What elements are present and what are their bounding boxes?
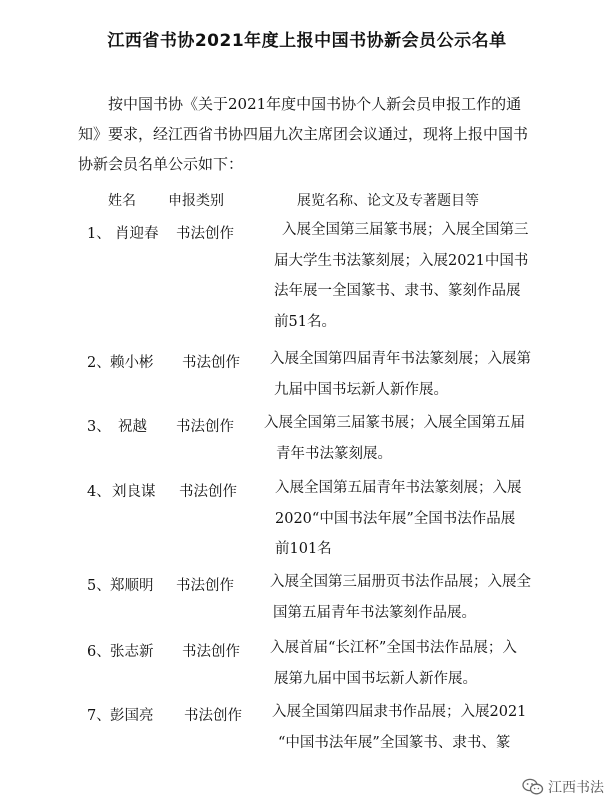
entry-works bbox=[272, 697, 526, 758]
entry-index: 7、 bbox=[87, 708, 111, 724]
entry-works-line: 入展全国第四届隶书作品展；入展2021 bbox=[272, 704, 527, 720]
entry-works-line: “中国书法年展”全国篆书、隶书、篆 bbox=[278, 734, 511, 751]
page-title: 江西省书协2021年度上报中国书协新会员公示名单 bbox=[107, 31, 507, 51]
entry-index: 4、 bbox=[87, 484, 111, 500]
watermark-text: 江西书法 bbox=[548, 780, 604, 796]
entry-name: 肖迎春 bbox=[115, 226, 159, 242]
entry-index: 1、 bbox=[87, 226, 111, 242]
entry-index: 3、 bbox=[87, 419, 111, 435]
entry-category: 书法创作 bbox=[176, 578, 234, 594]
entry-category: 书法创作 bbox=[176, 226, 234, 242]
intro-paragraph: 按中国书协《关于2021年度中国书协个人新会员申报工作的通知》要求，经江西省书协四届九次主席团会议通过，现将上报中国书协新会员名单公示如下： bbox=[78, 95, 529, 173]
entry-works bbox=[264, 408, 525, 469]
table-header bbox=[0, 190, 614, 212]
entry-works bbox=[274, 215, 529, 337]
entry-index: 6、 bbox=[87, 644, 111, 660]
entry-works-line: 2020“中国书法年展”全国书法作品展 bbox=[275, 510, 516, 527]
entry-works-line: 前101名 bbox=[275, 541, 332, 557]
entry-works-line: 入展首届“长江杯”全国书法作品展；入 bbox=[270, 640, 517, 656]
entry-name: 彭国亮 bbox=[110, 708, 154, 724]
entry-works bbox=[270, 473, 522, 565]
entry-works bbox=[270, 567, 531, 628]
entry-works-line: 届大学生书法篆刻展；入展2021中国书 bbox=[274, 252, 529, 269]
entry-works-line: 青年书法篆刻展。 bbox=[276, 445, 392, 462]
wechat-watermark bbox=[522, 777, 604, 797]
header-name: 姓名 bbox=[108, 193, 136, 209]
entry-category: 书法创作 bbox=[179, 484, 237, 500]
header-category: 申报类别 bbox=[168, 193, 224, 209]
entry-works-line: 入展全国第三届册页书法作品展；入展全 bbox=[270, 574, 531, 590]
entry-name: 刘良谋 bbox=[112, 484, 156, 500]
entry-works-line: 法年展一全国篆书、隶书、篆刻作品展 bbox=[274, 283, 521, 299]
entry-works bbox=[270, 633, 517, 694]
entry-category: 书法创作 bbox=[182, 644, 240, 660]
entry-index: 2、 bbox=[87, 355, 111, 371]
header-works: 展览名称、论文及专著题目等 bbox=[297, 193, 479, 209]
entry-works-line: 国第五届青年书法篆刻作品展。 bbox=[273, 604, 476, 621]
entry-works bbox=[270, 344, 531, 405]
entry-index: 5、 bbox=[87, 578, 111, 594]
entry-works-line: 入展全国第三届篆书展；入展全国第五届 bbox=[264, 415, 525, 431]
entry-works-line: 前51名。 bbox=[274, 313, 336, 330]
entry-name: 郑顺明 bbox=[110, 578, 154, 594]
entry-category: 书法创作 bbox=[176, 419, 234, 435]
entry-works-line: 九届中国书坛新人新作展。 bbox=[274, 381, 448, 398]
wechat-icon bbox=[522, 778, 544, 796]
entry-category: 书法创作 bbox=[184, 708, 242, 724]
entry-works-line: 入展全国第四届青年书法篆刻展；入展第 bbox=[270, 351, 531, 367]
entry-works-line: 入展全国第三届篆书展；入展全国第三 bbox=[282, 222, 529, 238]
entry-name: 赖小彬 bbox=[110, 355, 154, 371]
entry-category: 书法创作 bbox=[182, 355, 240, 371]
entry-name: 张志新 bbox=[110, 644, 154, 660]
entry-works-line: 展第九届中国书坛新人新作展。 bbox=[274, 670, 477, 687]
entry-works-line: 入展全国第五届青年书法篆刻展；入展 bbox=[275, 480, 522, 496]
entry-name: 祝越 bbox=[118, 419, 147, 435]
